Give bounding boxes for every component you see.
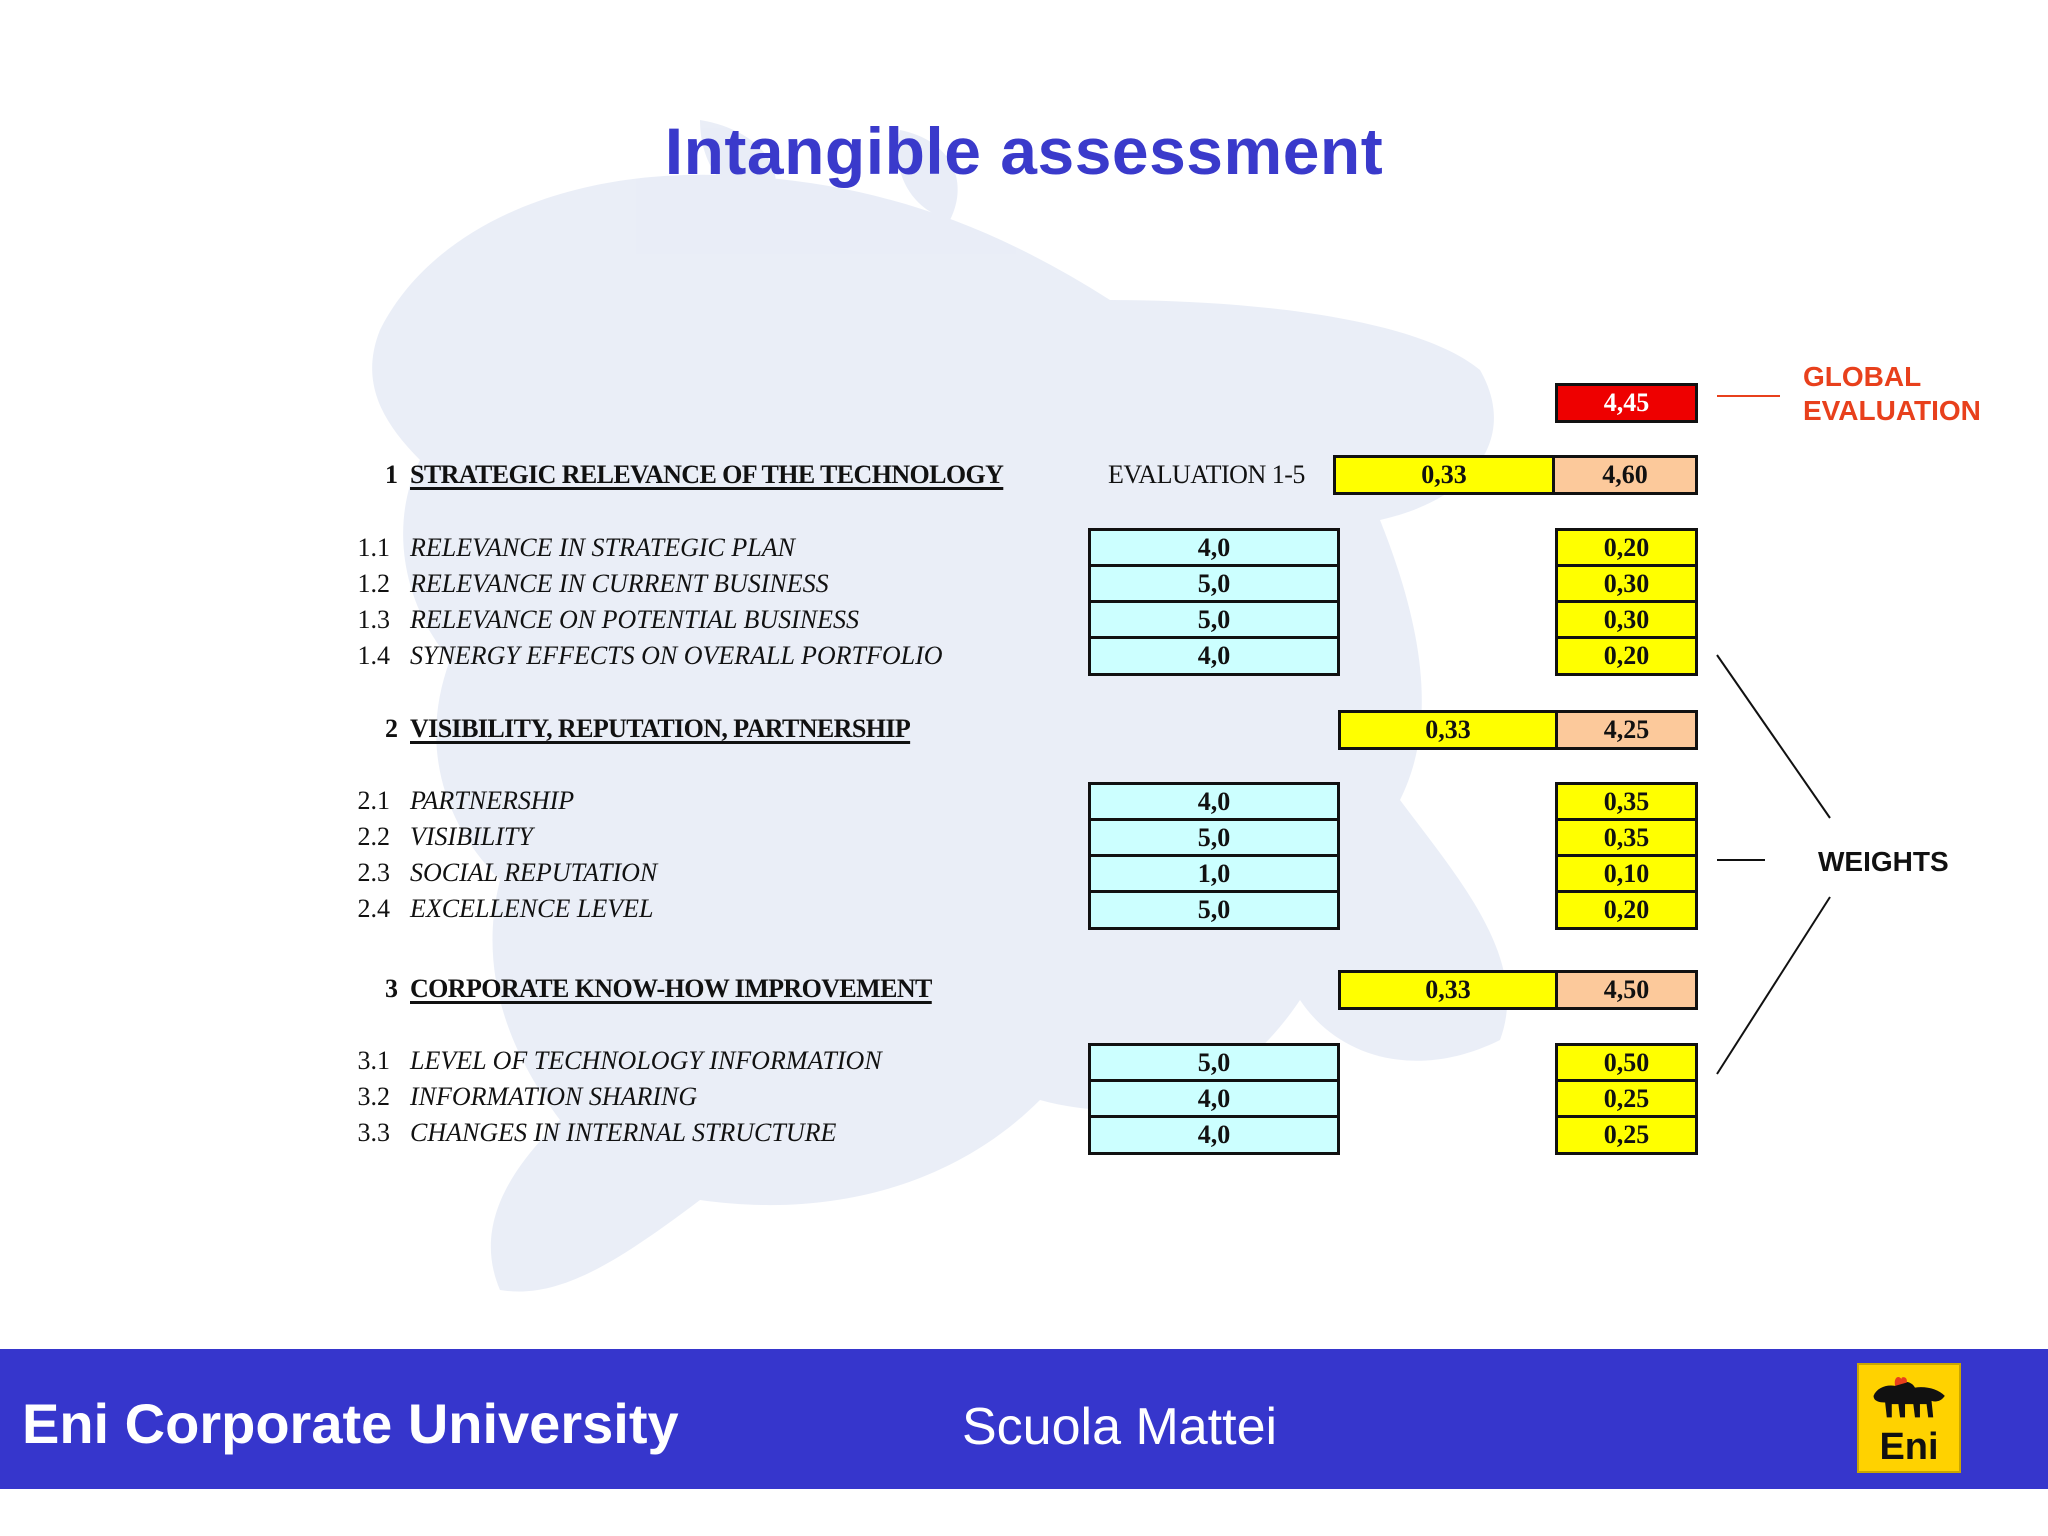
item-1-2-label: RELEVANCE IN CURRENT BUSINESS bbox=[410, 569, 829, 598]
item-1-4-eval-cell: 4,0 bbox=[1088, 636, 1340, 676]
item-2-3-number: 2.3 bbox=[357, 858, 390, 887]
item-3-1-eval-cell: 5,0 bbox=[1088, 1043, 1340, 1082]
global-evaluation-label bbox=[1803, 360, 1981, 428]
item-3-1-number: 3.1 bbox=[357, 1046, 390, 1075]
item-1-2-eval-cell: 5,0 bbox=[1088, 564, 1340, 603]
section-3-weight-cell: 0,33 bbox=[1338, 970, 1558, 1010]
item-3-3-number: 3.3 bbox=[357, 1118, 390, 1147]
item-3-2-eval-cell: 4,0 bbox=[1088, 1079, 1340, 1118]
section-1-title: STRATEGIC RELEVANCE OF THE TECHNOLOGY bbox=[410, 460, 1004, 489]
item-3-3-label: CHANGES IN INTERNAL STRUCTURE bbox=[410, 1118, 837, 1147]
global-evaluation-cell: 4,45 bbox=[1555, 383, 1698, 423]
section-3-title: CORPORATE KNOW-HOW IMPROVEMENT bbox=[410, 974, 932, 1003]
item-2-2-eval-cell: 5,0 bbox=[1088, 818, 1340, 857]
item-3-2-number: 3.2 bbox=[357, 1082, 390, 1111]
item-2-3-eval-cell: 1,0 bbox=[1088, 854, 1340, 893]
item-2-1-weight-cell: 0,35 bbox=[1555, 782, 1698, 821]
item-2-1-label: PARTNERSHIP bbox=[410, 786, 575, 815]
item-1-4-number: 1.4 bbox=[357, 641, 390, 670]
item-3-1-label: LEVEL OF TECHNOLOGY INFORMATION bbox=[410, 1046, 882, 1075]
footer-bar bbox=[0, 1349, 2048, 1489]
item-2-4-label: EXCELLENCE LEVEL bbox=[410, 894, 654, 923]
item-1-3-eval-cell: 5,0 bbox=[1088, 600, 1340, 639]
weights-connector-line-bottom bbox=[1717, 897, 1830, 1074]
section-2-score-cell: 4,25 bbox=[1555, 710, 1698, 750]
section-1-weight-cell: 0,33 bbox=[1333, 455, 1555, 495]
item-1-3-weight-cell: 0,30 bbox=[1555, 600, 1698, 639]
footer-organization: Eni Corporate University bbox=[22, 1392, 679, 1455]
item-2-2-weight-cell: 0,35 bbox=[1555, 818, 1698, 857]
item-2-4-weight-cell: 0,20 bbox=[1555, 890, 1698, 930]
footer-school: Scuola Mattei bbox=[962, 1398, 1278, 1456]
item-2-1-eval-cell: 4,0 bbox=[1088, 782, 1340, 821]
global-label-line2: EVALUATION bbox=[1803, 395, 1981, 426]
item-2-4-number: 2.4 bbox=[357, 894, 390, 923]
item-1-2-number: 1.2 bbox=[357, 569, 390, 598]
section-2-number: 2 bbox=[385, 714, 398, 743]
weights-connector-line-top bbox=[1717, 655, 1830, 818]
weights-label: WEIGHTS bbox=[1818, 846, 1949, 877]
six-legged-dog-icon bbox=[1867, 1371, 1953, 1429]
item-3-3-eval-cell: 4,0 bbox=[1088, 1115, 1340, 1155]
item-1-1-weight-cell: 0,20 bbox=[1555, 528, 1698, 567]
item-2-2-label: VISIBILITY bbox=[410, 822, 533, 851]
item-1-4-label: SYNERGY EFFECTS ON OVERALL PORTFOLIO bbox=[410, 641, 943, 670]
eni-logo-text: Eni bbox=[1879, 1426, 1939, 1468]
item-1-3-number: 1.3 bbox=[357, 605, 390, 634]
eni-logo bbox=[1857, 1363, 1961, 1473]
item-3-2-label: INFORMATION SHARING bbox=[410, 1082, 698, 1111]
item-1-1-label: RELEVANCE IN STRATEGIC PLAN bbox=[410, 533, 795, 562]
item-2-2-number: 2.2 bbox=[357, 822, 390, 851]
item-2-3-weight-cell: 0,10 bbox=[1555, 854, 1698, 893]
section-1-number: 1 bbox=[385, 460, 398, 489]
item-1-4-weight-cell: 0,20 bbox=[1555, 636, 1698, 676]
evaluation-header: EVALUATION 1-5 bbox=[1108, 460, 1305, 489]
item-2-4-eval-cell: 5,0 bbox=[1088, 890, 1340, 930]
item-1-2-weight-cell: 0,30 bbox=[1555, 564, 1698, 603]
page-title: Intangible assessment bbox=[664, 114, 1384, 188]
item-3-3-weight-cell: 0,25 bbox=[1555, 1115, 1698, 1155]
section-2-title: VISIBILITY, REPUTATION, PARTNERSHIP bbox=[410, 714, 911, 743]
section-3-number: 3 bbox=[385, 974, 398, 1003]
section-1-score-cell: 4,60 bbox=[1552, 455, 1698, 495]
item-2-1-number: 2.1 bbox=[357, 786, 390, 815]
item-3-1-weight-cell: 0,50 bbox=[1555, 1043, 1698, 1082]
item-2-3-label: SOCIAL REPUTATION bbox=[410, 858, 658, 887]
global-label-line1: GLOBAL bbox=[1803, 361, 1922, 392]
section-3-score-cell: 4,50 bbox=[1555, 970, 1698, 1010]
item-1-1-number: 1.1 bbox=[357, 533, 390, 562]
item-1-1-eval-cell: 4,0 bbox=[1088, 528, 1340, 567]
section-2-weight-cell: 0,33 bbox=[1338, 710, 1558, 750]
item-3-2-weight-cell: 0,25 bbox=[1555, 1079, 1698, 1118]
item-1-3-label: RELEVANCE ON POTENTIAL BUSINESS bbox=[410, 605, 859, 634]
